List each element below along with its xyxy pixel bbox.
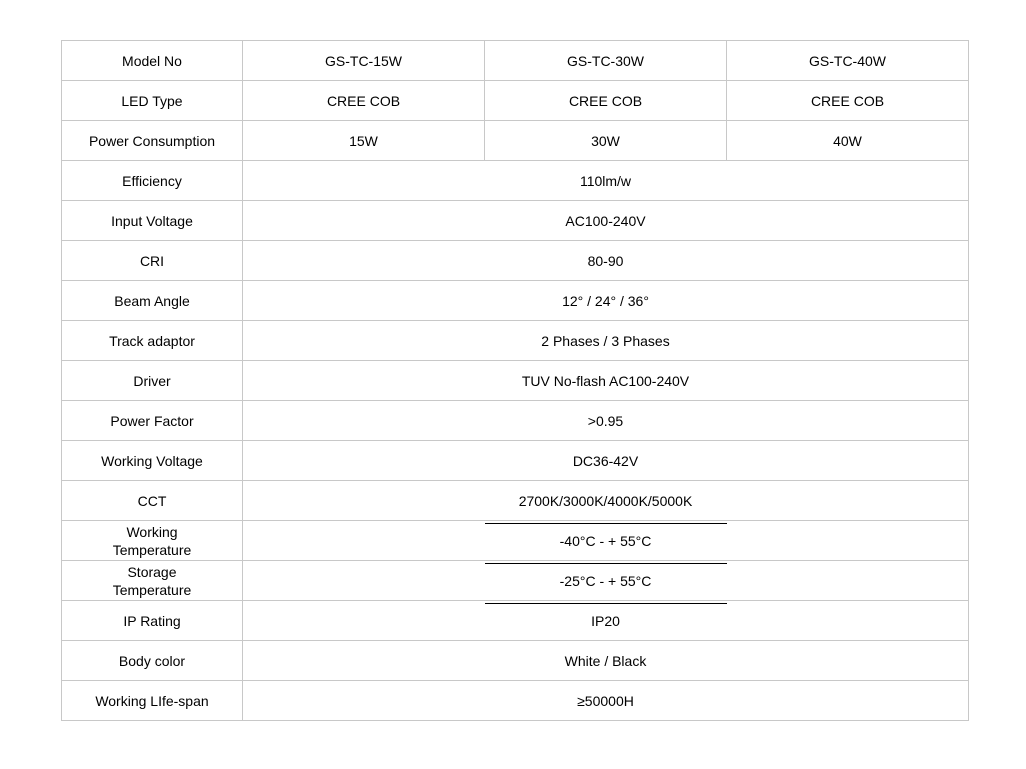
- table-row-life-span: [62, 681, 969, 721]
- storage-temperature-label-line2: Temperature: [112, 581, 192, 598]
- separator-line-2: [485, 563, 727, 564]
- working-voltage-value: DC36-42V: [243, 441, 969, 481]
- table-row-power-consumption: [62, 121, 969, 161]
- model-cell-40w: GS-TC-40W: [727, 41, 969, 81]
- row-label-life-span: Working LIfe-span: [62, 681, 243, 721]
- row-label-working-voltage: Working Voltage: [62, 441, 243, 481]
- model-cell-15w: GS-TC-15W: [243, 41, 485, 81]
- table-row-efficiency: [62, 161, 969, 201]
- table-row-storage-temperature: [62, 561, 969, 601]
- table-row-input-voltage: [62, 201, 969, 241]
- body-color-value: White / Black: [243, 641, 969, 681]
- track-adaptor-value: 2 Phases / 3 Phases: [243, 321, 969, 361]
- row-label-driver: Driver: [62, 361, 243, 401]
- table-row-working-voltage: [62, 441, 969, 481]
- working-temperature-label-line2: Temperature: [112, 541, 192, 558]
- row-label-working-temperature: [62, 521, 243, 561]
- row-label-model: Model No: [62, 41, 243, 81]
- row-label-track-adaptor: Track adaptor: [62, 321, 243, 361]
- table-row-led-type: [62, 81, 969, 121]
- row-label-led-type: LED Type: [62, 81, 243, 121]
- table-row-cri: [62, 241, 969, 281]
- beam-angle-value: 12° / 24° / 36°: [243, 281, 969, 321]
- model-cell-30w: GS-TC-30W: [485, 41, 727, 81]
- row-label-ip-rating: IP Rating: [62, 601, 243, 641]
- table-row-driver: [62, 361, 969, 401]
- row-label-beam-angle: Beam Angle: [62, 281, 243, 321]
- power-factor-value: >0.95: [243, 401, 969, 441]
- storage-temperature-label-line1: Storage: [127, 563, 177, 580]
- led-type-cell-30w: CREE COB: [485, 81, 727, 121]
- row-label-power-factor: Power Factor: [62, 401, 243, 441]
- row-label-storage-temperature: [62, 561, 243, 601]
- separator-line-1: [485, 523, 727, 524]
- table-row-working-temperature: [62, 521, 969, 561]
- row-label-body-color: Body color: [62, 641, 243, 681]
- cri-value: 80-90: [243, 241, 969, 281]
- power-cell-40w: 40W: [727, 121, 969, 161]
- row-label-cct: CCT: [62, 481, 243, 521]
- table-row-power-factor: [62, 401, 969, 441]
- row-label-efficiency: Efficiency: [62, 161, 243, 201]
- table-row-beam-angle: [62, 281, 969, 321]
- separator-line-3: [485, 603, 727, 604]
- led-type-cell-40w: CREE COB: [727, 81, 969, 121]
- power-cell-30w: 30W: [485, 121, 727, 161]
- table-row-model: [62, 41, 969, 81]
- cct-value: 2700K/3000K/4000K/5000K: [243, 481, 969, 521]
- life-span-value: ≥50000H: [243, 681, 969, 721]
- efficiency-value: 110lm/w: [243, 161, 969, 201]
- row-label-power-consumption: Power Consumption: [62, 121, 243, 161]
- spec-table: [61, 40, 969, 721]
- working-temperature-value: -40°C - + 55°C: [243, 521, 969, 561]
- table-row-ip-rating: [62, 601, 969, 641]
- driver-value: TUV No-flash AC100-240V: [243, 361, 969, 401]
- working-temperature-label-line1: Working: [126, 523, 178, 540]
- led-type-cell-15w: CREE COB: [243, 81, 485, 121]
- table-row-track-adaptor: [62, 321, 969, 361]
- row-label-cri: CRI: [62, 241, 243, 281]
- power-cell-15w: 15W: [243, 121, 485, 161]
- ip-rating-value: IP20: [243, 601, 969, 641]
- table-row-cct: [62, 481, 969, 521]
- table-row-body-color: [62, 641, 969, 681]
- storage-temperature-value: -25°C - + 55°C: [243, 561, 969, 601]
- row-label-input-voltage: Input Voltage: [62, 201, 243, 241]
- input-voltage-value: AC100-240V: [243, 201, 969, 241]
